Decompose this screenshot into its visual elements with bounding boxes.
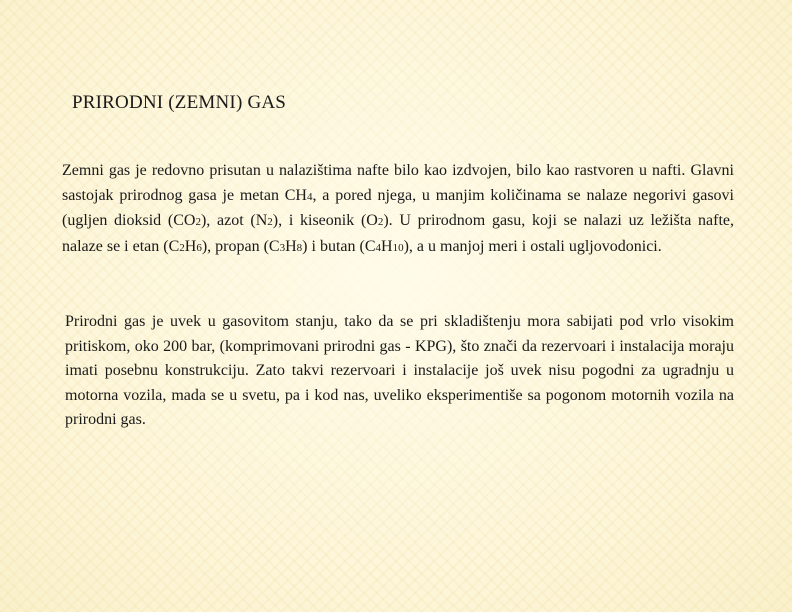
paragraph-storage: Prirodni gas je uvek u gasovitom stanju, tako da se pri skladištenju mora sabijati pod vrlo visokim pritiskom, oko 200 bar, (komprimovani prirodni gas - KPG), što znači da rezervoari i instalacija moraju imati posebnu konstrukciju. Zato takvi rezervoari i instalacije još uvek nisu pogodni za ugradnju u motorna vozila, mada se u svetu, pa i kod nas, uveliko eksperimentiše sa pogonom motornih vozila na prirodni gas.	[65, 313, 734, 428]
subscript: 4	[307, 190, 313, 203]
text-run: ), a u manjoj meri i ostali ugljovodonici.	[403, 237, 662, 255]
text-run: ) i butan (C	[302, 237, 376, 255]
subscript: 3	[279, 241, 286, 254]
text-run: H	[381, 237, 393, 255]
text-run: , a pored njega, u manjim količinama se nalaze negorivi gasovi (ugljen dioksid (CO	[62, 186, 735, 229]
text-run: H	[285, 237, 297, 255]
text-run: ), propan (C	[201, 237, 280, 255]
subscript: 2	[179, 241, 185, 254]
subscript: 2	[195, 216, 201, 228]
text-run: ). U prirodnom gasu, koji se nalazi uz ležišta nafte, nalaze se i etan (C	[62, 212, 735, 255]
subscript: 10	[392, 241, 404, 254]
text-run: H	[184, 237, 197, 255]
subscript: 8	[296, 241, 303, 254]
text-run: ), azot (N	[200, 212, 268, 229]
subscript: 4	[375, 241, 381, 254]
subscript: 2	[377, 216, 384, 228]
text-run: Zemni gas je redovno prisutan u nalazištima nafte bilo kao izdvojen, bilo kao rastvoren u nafti. Glavni sastojak prirodnog gasa je metan CH	[62, 162, 734, 204]
subscript: 6	[196, 241, 202, 254]
subscript: 2	[267, 216, 273, 228]
paragraph-composition	[62, 159, 734, 260]
text-run: ), i kiseonik (O	[272, 212, 378, 229]
slide-title: PRIRODNI (ZEMNI) GAS	[72, 92, 287, 113]
